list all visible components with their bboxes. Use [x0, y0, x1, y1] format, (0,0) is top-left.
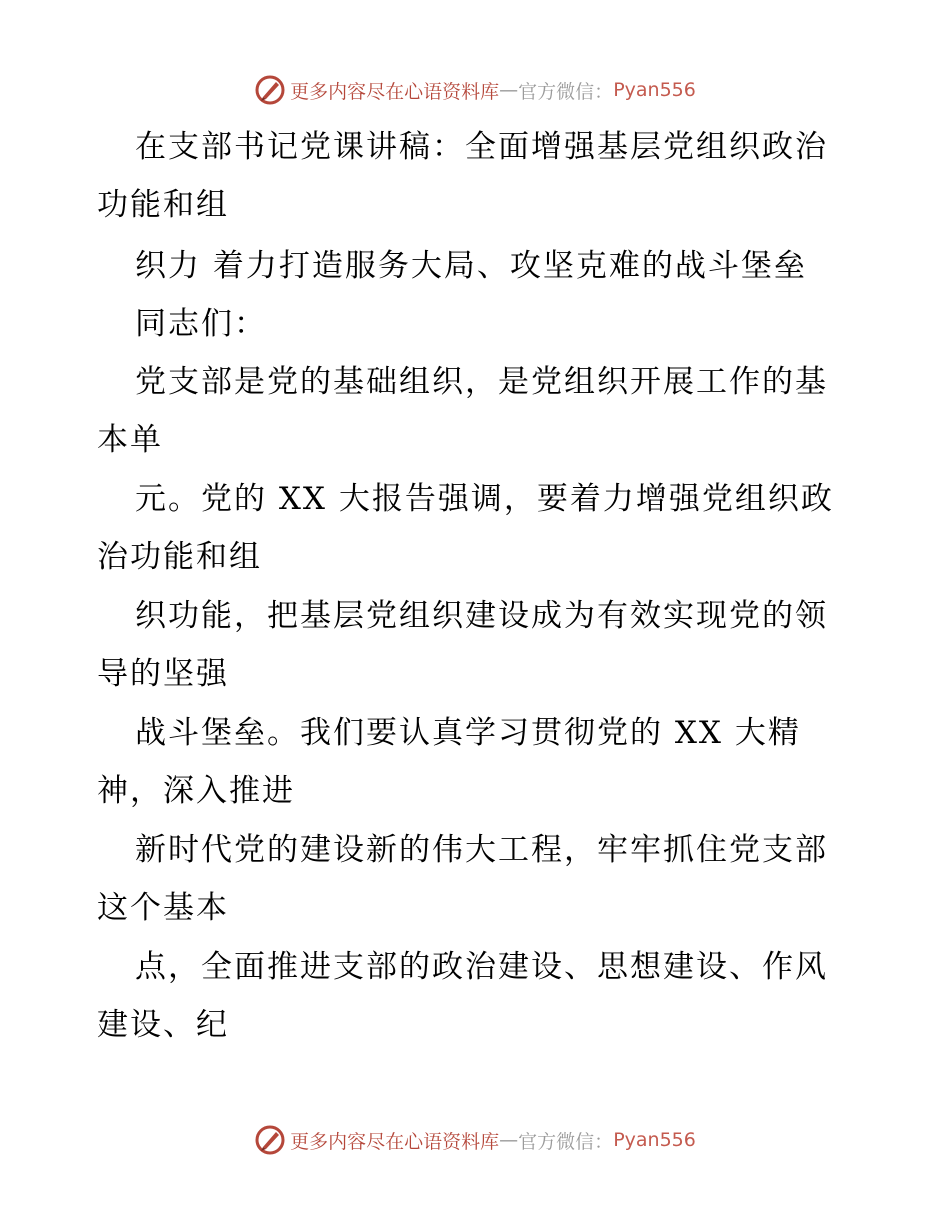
- body-line: 神，深入推进: [97, 773, 295, 809]
- body-line: 在支部书记党课讲稿：全面增强基层党组织政治: [135, 129, 828, 165]
- body-line: 党支部是党的基础组织，是党组织开展工作的基: [135, 364, 828, 400]
- watermark-wechat-label: 官方微信：: [518, 80, 614, 103]
- body-line: 织力 着力打造服务大局、攻坚克难的战斗堡垒: [135, 248, 807, 284]
- body-line: 新时代党的建设新的伟大工程，牢牢抓住党支部: [135, 832, 828, 868]
- body-line: 织功能，把基层党组织建设成为有效实现党的领: [135, 598, 828, 634]
- body-line: 功能和组: [97, 187, 229, 223]
- watermark-wechat-id: Pyan556: [613, 79, 696, 101]
- watermark-wechat-id: Pyan556: [613, 1129, 696, 1151]
- body-line: 元。党的 XX 大报告强调，要着力增强党组织政: [135, 481, 834, 517]
- body-line: 本单: [97, 422, 163, 458]
- body-line: 导的坚强: [97, 656, 229, 692]
- watermark-dash: —: [499, 79, 519, 101]
- watermark-wechat-label: 官方微信：: [518, 1130, 614, 1153]
- watermark-site-text: 更多内容尽在心语资料库: [290, 80, 500, 103]
- header-watermark: [0, 70, 950, 110]
- body-line: 治功能和组: [97, 539, 262, 575]
- watermark-dash: —: [499, 1129, 519, 1151]
- body-line: 战斗堡垒。我们要认真学习贯彻党的 XX 大精: [135, 715, 801, 751]
- body-line: 建设、纪: [97, 1007, 229, 1043]
- pen-logo-icon: [254, 74, 286, 106]
- footer-watermark: [0, 1120, 950, 1160]
- pen-logo-icon: [254, 1124, 286, 1156]
- body-line: 同志们：: [135, 306, 267, 342]
- body-line: 点，全面推进支部的政治建设、思想建设、作风: [135, 949, 828, 985]
- body-line: 这个基本: [97, 890, 229, 926]
- watermark-site-text: 更多内容尽在心语资料库: [290, 1130, 500, 1153]
